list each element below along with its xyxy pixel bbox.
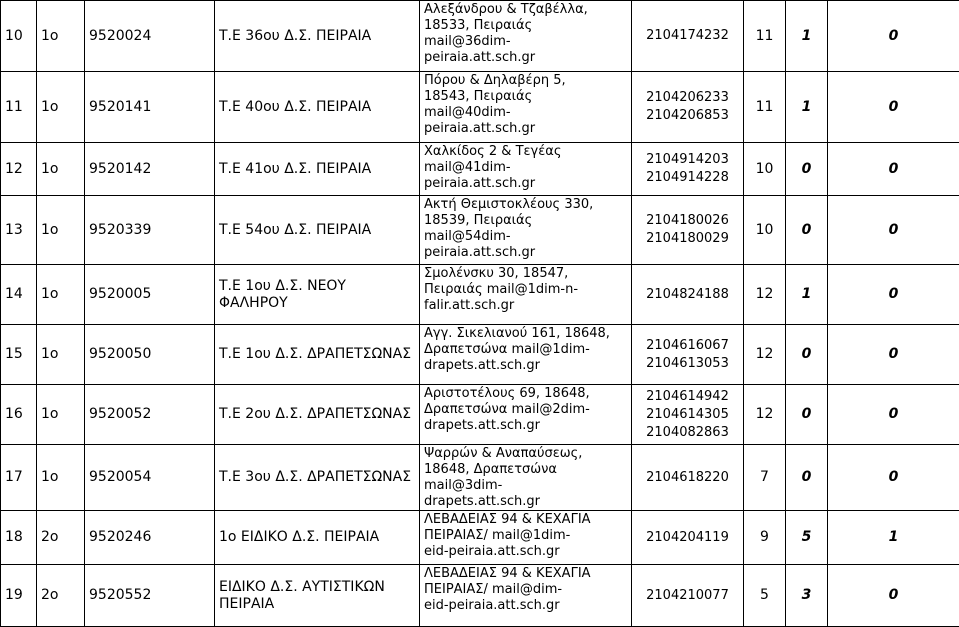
table-row (1, 385, 959, 445)
address-cell (420, 265, 632, 325)
count-b-cell: 0 (786, 445, 828, 511)
address-line: drapets.att.sch.gr (424, 494, 627, 510)
table-row (1, 325, 959, 385)
address-line: Ακτή Θεμιστοκλέους 330, (424, 197, 627, 213)
count-b-cell: 1 (786, 72, 828, 143)
phone-cell (632, 385, 744, 445)
phone-cell (632, 143, 744, 196)
address-line: 18533, Πειραιάς (424, 18, 627, 34)
row-number: 19 (1, 565, 37, 627)
table-row (1, 265, 959, 325)
phase-cell: 2ο (37, 511, 85, 565)
code-cell: 9520050 (85, 325, 215, 385)
code-cell: 9520052 (85, 385, 215, 445)
code-cell: 9520141 (85, 72, 215, 143)
phone-cell (632, 265, 744, 325)
address-cell (420, 325, 632, 385)
phone-cell (632, 511, 744, 565)
school-name-cell: 1ο ΕΙΔΙΚΟ Δ.Σ. ΠΕΙΡΑΙΑ (215, 511, 420, 565)
phase-cell: 1ο (37, 72, 85, 143)
code-cell: 9520339 (85, 196, 215, 265)
table-row (1, 511, 959, 565)
phase-cell: 1ο (37, 385, 85, 445)
phone-cell (632, 445, 744, 511)
school-name-cell: Τ.Ε 41ου Δ.Σ. ΠΕΙΡΑΙΑ (215, 143, 420, 196)
address-cell (420, 445, 632, 511)
row-number: 11 (1, 72, 37, 143)
table-row (1, 565, 959, 627)
row-number: 12 (1, 143, 37, 196)
address-line: 18539, Πειραιάς (424, 213, 627, 229)
code-cell: 9520005 (85, 265, 215, 325)
phase-cell: 1ο (37, 196, 85, 265)
address-line: mail@54dim- (424, 229, 627, 245)
phone-number: 2104174232 (636, 27, 739, 45)
row-number: 18 (1, 511, 37, 565)
phone-cell (632, 565, 744, 627)
phase-cell: 1ο (37, 445, 85, 511)
phone-cell (632, 1, 744, 72)
phone-number: 2104614942 (636, 388, 739, 406)
count-b-cell: 3 (786, 565, 828, 627)
row-number: 14 (1, 265, 37, 325)
address-line: eid-peiraia.att.sch.gr (424, 544, 627, 560)
address-cell (420, 196, 632, 265)
row-number: 17 (1, 445, 37, 511)
count-c-cell: 1 (828, 511, 959, 565)
row-number: 10 (1, 1, 37, 72)
address-line: ΛΕΒΑΔΕΙΑΣ 94 & ΚΕΧΑΓΙΑ (424, 566, 627, 582)
school-name-cell: Τ.Ε 54ου Δ.Σ. ΠΕΙΡΑΙΑ (215, 196, 420, 265)
address-cell (420, 511, 632, 565)
phone-number: 2104206233 (636, 89, 739, 107)
address-cell (420, 72, 632, 143)
address-line: peiraia.att.sch.gr (424, 121, 627, 137)
count-a-cell: 12 (744, 325, 786, 385)
count-a-cell: 11 (744, 1, 786, 72)
address-line: mail@40dim- (424, 105, 627, 121)
address-line: ΛΕΒΑΔΕΙΑΣ 94 & ΚΕΧΑΓΙΑ (424, 512, 627, 528)
phone-cell (632, 72, 744, 143)
row-number: 15 (1, 325, 37, 385)
school-name-cell: Τ.Ε 1ου Δ.Σ. ΔΡΑΠΕΤΣΩΝΑΣ (215, 325, 420, 385)
phase-cell: 1ο (37, 265, 85, 325)
address-line: ΠΕΙΡΑΙΑΣ/ mail@1dim- (424, 528, 627, 544)
count-a-cell: 10 (744, 143, 786, 196)
count-c-cell: 0 (828, 445, 959, 511)
address-line: ΠΕΙΡΑΙΑΣ/ mail@dim- (424, 582, 627, 598)
row-number: 13 (1, 196, 37, 265)
table-row (1, 445, 959, 511)
phone-number: 2104204119 (636, 529, 739, 547)
address-cell (420, 565, 632, 627)
address-line: Χαλκίδος 2 & Τεγέας (424, 144, 627, 160)
phone-number: 2104210077 (636, 587, 739, 605)
count-c-cell: 0 (828, 196, 959, 265)
table-row (1, 72, 959, 143)
school-name-cell: Τ.Ε 40ου Δ.Σ. ΠΕΙΡΑΙΑ (215, 72, 420, 143)
address-cell (420, 143, 632, 196)
phase-cell: 2ο (37, 565, 85, 627)
table-row (1, 1, 959, 72)
count-c-cell: 0 (828, 72, 959, 143)
phone-cell (632, 325, 744, 385)
address-line: peiraia.att.sch.gr (424, 50, 627, 66)
address-line: Σμολένσκυ 30, 18547, (424, 266, 627, 282)
count-b-cell: 1 (786, 265, 828, 325)
address-line: falir.att.sch.gr (424, 298, 627, 314)
address-line: mail@41dim- (424, 160, 627, 176)
count-c-cell: 0 (828, 565, 959, 627)
address-line: Πόρου & Δηλαβέρη 5, (424, 73, 627, 89)
address-line: Ψαρρών & Αναπαύσεως, (424, 446, 627, 462)
address-line: peiraia.att.sch.gr (424, 245, 627, 261)
phone-number: 2104614305 (636, 406, 739, 424)
count-c-cell: 0 (828, 325, 959, 385)
phone-cell (632, 196, 744, 265)
count-b-cell: 5 (786, 511, 828, 565)
address-line: Πειραιάς mail@1dim-n- (424, 282, 627, 298)
address-line: drapets.att.sch.gr (424, 418, 627, 434)
phone-number: 2104914228 (636, 169, 739, 187)
phase-cell: 1ο (37, 143, 85, 196)
phone-number: 2104824188 (636, 286, 739, 304)
address-line: 18648, Δραπετσώνα (424, 462, 627, 478)
phone-number: 2104180026 (636, 212, 739, 230)
table-row (1, 196, 959, 265)
school-name-cell: Τ.Ε 36ου Δ.Σ. ΠΕΙΡΑΙΑ (215, 1, 420, 72)
count-c-cell: 0 (828, 265, 959, 325)
count-a-cell: 7 (744, 445, 786, 511)
phone-number: 2104206853 (636, 107, 739, 125)
code-cell: 9520054 (85, 445, 215, 511)
address-line: drapets.att.sch.gr (424, 358, 627, 374)
count-b-cell: 1 (786, 1, 828, 72)
school-name-cell: Τ.Ε 2ου Δ.Σ. ΔΡΑΠΕΤΣΩΝΑΣ (215, 385, 420, 445)
phone-number: 2104180029 (636, 230, 739, 248)
address-line: mail@3dim- (424, 478, 627, 494)
code-cell: 9520142 (85, 143, 215, 196)
phone-number: 2104613053 (636, 355, 739, 373)
count-c-cell: 0 (828, 1, 959, 72)
count-a-cell: 9 (744, 511, 786, 565)
count-a-cell: 11 (744, 72, 786, 143)
school-name-cell: Τ.Ε 1ου Δ.Σ. ΝΕΟΥ ΦΑΛΗΡΟΥ (215, 265, 420, 325)
row-number: 16 (1, 385, 37, 445)
address-line: Δραπετσώνα mail@1dim- (424, 342, 627, 358)
phone-number: 2104618220 (636, 469, 739, 487)
code-cell: 9520552 (85, 565, 215, 627)
address-line: mail@36dim- (424, 34, 627, 50)
address-line: Δραπετσώνα mail@2dim- (424, 402, 627, 418)
count-a-cell: 5 (744, 565, 786, 627)
address-cell (420, 1, 632, 72)
address-cell (420, 385, 632, 445)
count-b-cell: 0 (786, 325, 828, 385)
phase-cell: 1ο (37, 1, 85, 72)
count-a-cell: 12 (744, 265, 786, 325)
address-line: Αριστοτέλους 69, 18648, (424, 386, 627, 402)
count-b-cell: 0 (786, 196, 828, 265)
count-b-cell: 0 (786, 143, 828, 196)
count-b-cell: 0 (786, 385, 828, 445)
count-a-cell: 12 (744, 385, 786, 445)
phone-number: 2104914203 (636, 151, 739, 169)
address-line: 18543, Πειραιάς (424, 89, 627, 105)
count-c-cell: 0 (828, 385, 959, 445)
phone-number: 2104082863 (636, 424, 739, 442)
address-line: Αγγ. Σικελιανού 161, 18648, (424, 326, 627, 342)
count-c-cell: 0 (828, 143, 959, 196)
address-line: eid-peiraia.att.sch.gr (424, 598, 627, 614)
address-line: peiraia.att.sch.gr (424, 176, 627, 192)
phone-number: 2104616067 (636, 337, 739, 355)
code-cell: 9520246 (85, 511, 215, 565)
count-a-cell: 10 (744, 196, 786, 265)
address-line: Αλεξάνδρου & Τζαβέλλα, (424, 2, 627, 18)
school-name-cell: Τ.Ε 3ου Δ.Σ. ΔΡΑΠΕΤΣΩΝΑΣ (215, 445, 420, 511)
code-cell: 9520024 (85, 1, 215, 72)
table-row (1, 143, 959, 196)
school-name-cell: ΕΙΔΙΚΟ Δ.Σ. ΑΥΤΙΣΤΙΚΩΝ ΠΕΙΡΑΙΑ (215, 565, 420, 627)
phase-cell: 1ο (37, 325, 85, 385)
